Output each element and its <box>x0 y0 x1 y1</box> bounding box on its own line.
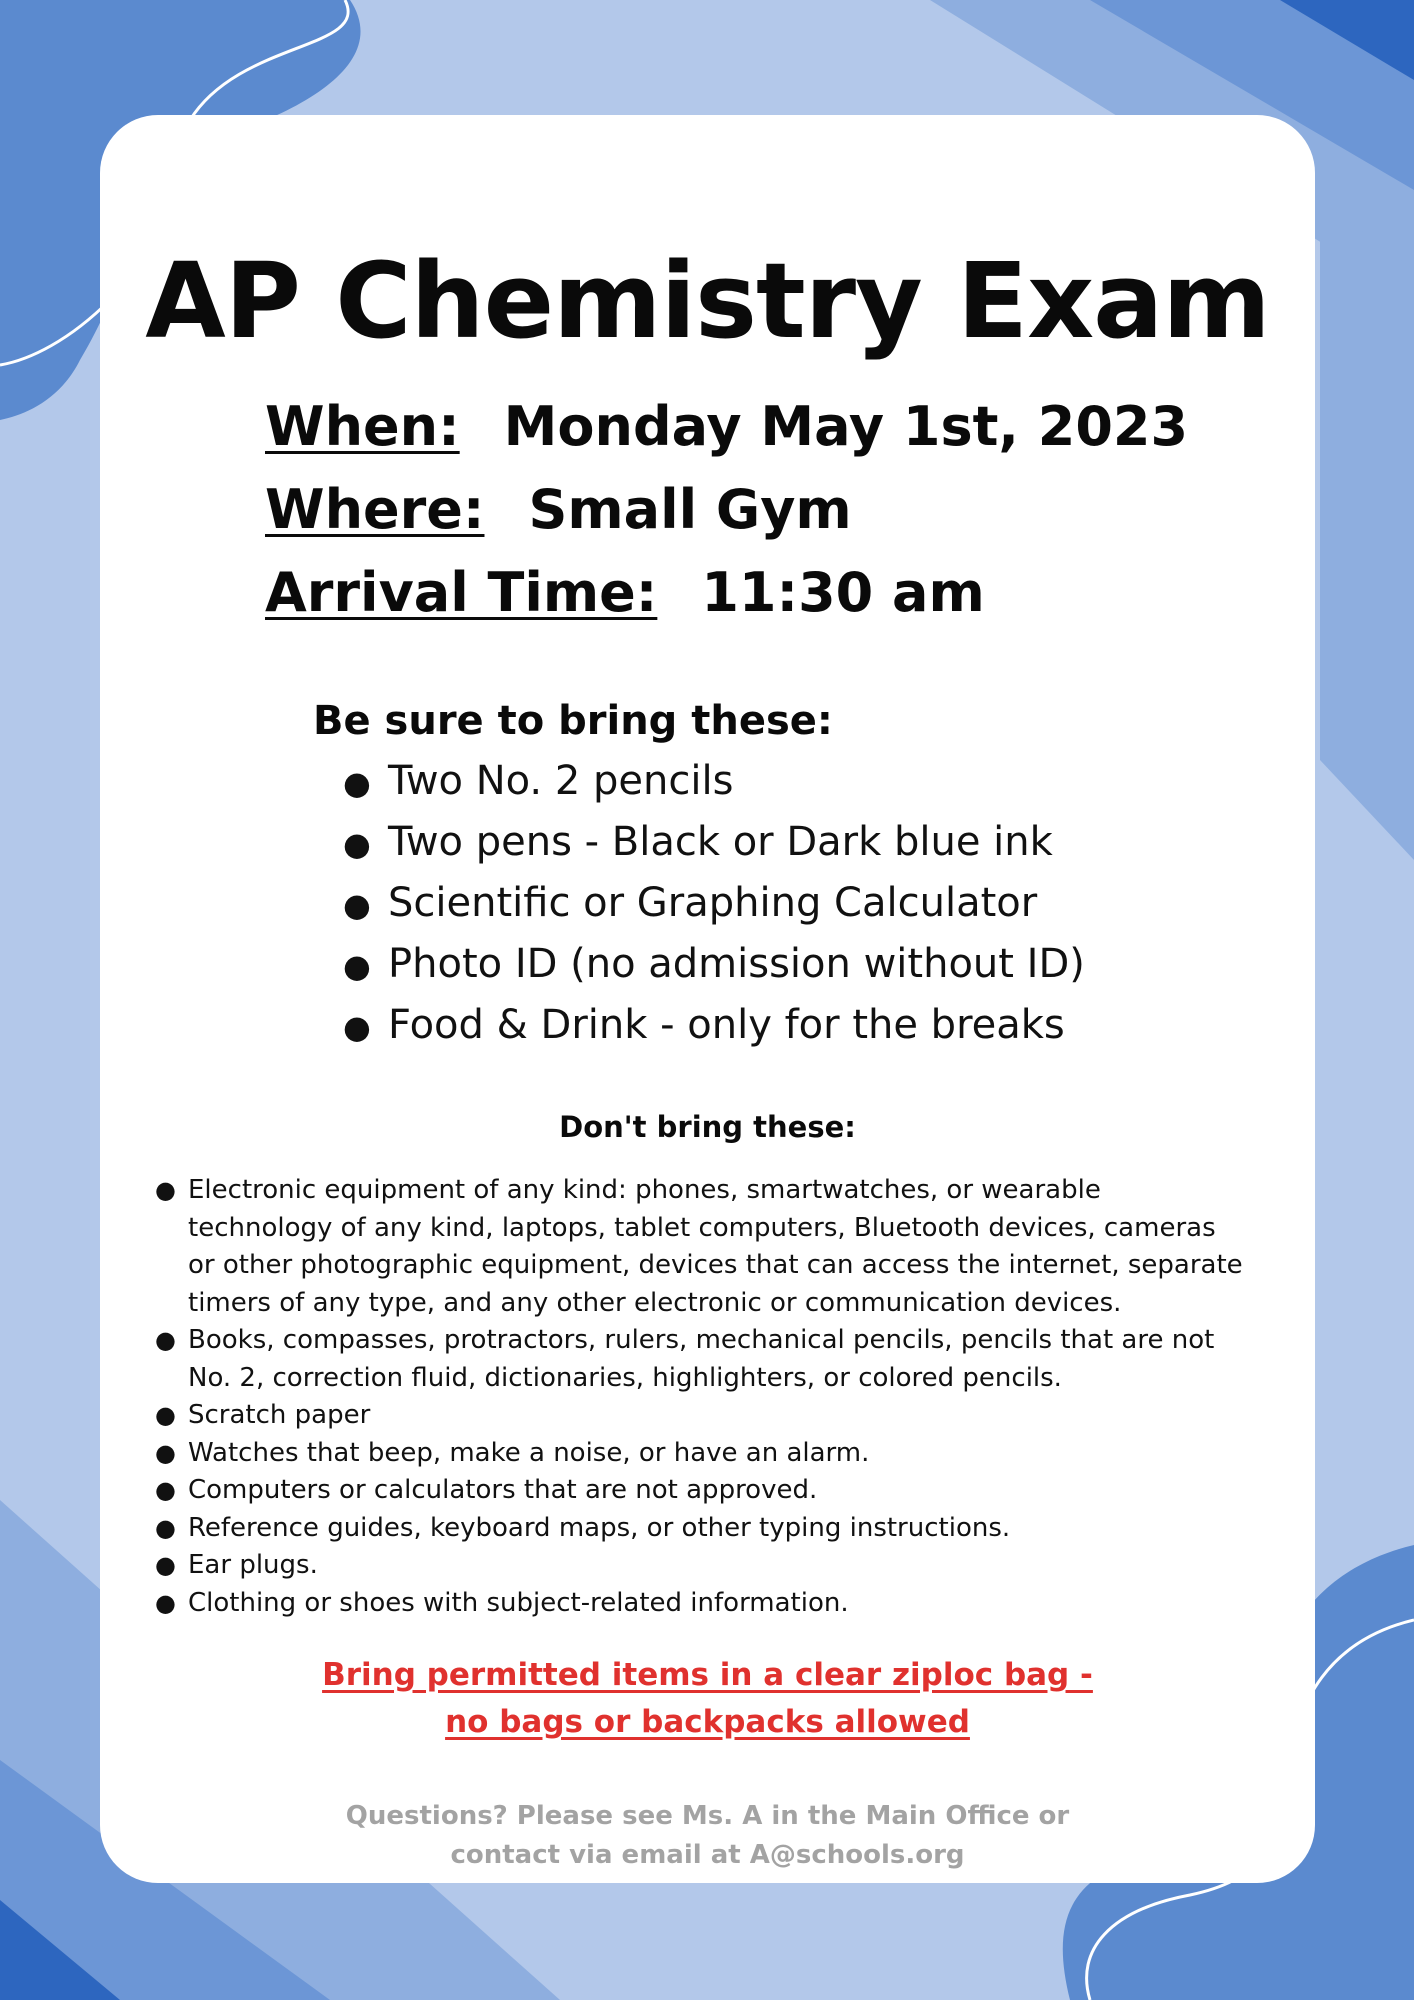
info-label: Where: <box>265 478 485 541</box>
list-item <box>343 813 1085 874</box>
contact-footer <box>100 1797 1315 1875</box>
list-item-text: Photo ID (no admission without ID) <box>388 941 1085 987</box>
info-row-when <box>265 395 1188 478</box>
exam-info <box>265 395 1188 644</box>
bullet-icon: ● <box>155 1438 176 1467</box>
list-item-text: Electronic equipment of any kind: phones, smartwatches, or wearable technology of any kind, laptops, tablet computers, Bluetooth devices, cameras or other photographic equipment, devices that can access the internet, separate timers of any type, and any other electronic or communication devices. <box>188 1175 1243 1318</box>
list-item-text: Ear plugs. <box>188 1550 318 1580</box>
dont-bring-list <box>155 1172 1245 1622</box>
list-item <box>343 996 1085 1057</box>
bullet-icon: ● <box>343 886 371 924</box>
bullet-icon: ● <box>343 764 371 802</box>
list-item-text: Clothing or shoes with subject-related information. <box>188 1587 849 1618</box>
bullet-icon: ● <box>155 1401 176 1429</box>
bullet-icon: ● <box>343 947 371 985</box>
footer-line: Questions? Please see Ms. A in the Main Office or <box>345 1801 1070 1831</box>
list-item <box>155 1472 1245 1510</box>
dont-bring-heading: Don't bring these: <box>559 1110 856 1144</box>
list-item <box>155 1322 1245 1397</box>
page-title: AP Chemistry Exam <box>145 240 1270 362</box>
list-item <box>155 1435 1245 1473</box>
info-label: Arrival Time: <box>265 561 658 624</box>
bullet-icon: ● <box>155 1176 176 1204</box>
list-item <box>155 1547 1245 1585</box>
info-value: Small Gym <box>528 478 852 541</box>
bullet-icon: ● <box>155 1476 176 1504</box>
bring-heading: Be sure to bring these: <box>313 698 833 744</box>
list-item-text: Scratch paper <box>188 1400 371 1430</box>
list-item-text: Computers or calculators that are not approved. <box>188 1475 818 1505</box>
bullet-icon: ● <box>155 1326 176 1354</box>
list-item <box>155 1585 1245 1623</box>
list-item-text: Books, compasses, protractors, rulers, mechanical pencils, pencils that are not No. 2, correction fluid, dictionaries, highlighters, or colored pencils. <box>188 1325 1215 1393</box>
info-row-arrival <box>265 561 1188 644</box>
list-item <box>343 752 1085 813</box>
ziploc-notice <box>100 1652 1315 1746</box>
footer-line: contact via email at A@schools.org <box>450 1840 965 1870</box>
info-label: When: <box>265 395 460 458</box>
bring-list <box>343 752 1085 1057</box>
info-value: 11:30 am <box>701 561 985 624</box>
bullet-icon: ● <box>155 1551 176 1579</box>
list-item-text: Scientific or Graphing Calculator <box>388 880 1038 926</box>
list-item <box>155 1172 1245 1322</box>
bullet-icon: ● <box>155 1513 176 1542</box>
list-item-text: Watches that beep, make a noise, or have an alarm. <box>188 1437 870 1468</box>
list-item <box>343 874 1085 935</box>
list-item-text: Two No. 2 pencils <box>388 758 734 804</box>
notice-line: Bring permitted items in a clear ziploc bag - <box>322 1657 1093 1693</box>
list-item <box>155 1510 1245 1548</box>
bullet-icon: ● <box>343 1008 371 1046</box>
list-item-text: Reference guides, keyboard maps, or other typing instructions. <box>188 1512 1011 1543</box>
notice-line: no bags or backpacks allowed <box>445 1704 970 1740</box>
bullet-icon: ● <box>155 1588 176 1617</box>
list-item-text: Two pens - Black or Dark blue ink <box>388 819 1053 865</box>
list-item <box>343 935 1085 996</box>
bullet-icon: ● <box>343 825 371 863</box>
info-row-where <box>265 478 1188 561</box>
info-value: Monday May 1st, 2023 <box>503 395 1189 458</box>
list-item-text: Food & Drink - only for the breaks <box>388 1002 1065 1048</box>
list-item <box>155 1397 1245 1435</box>
